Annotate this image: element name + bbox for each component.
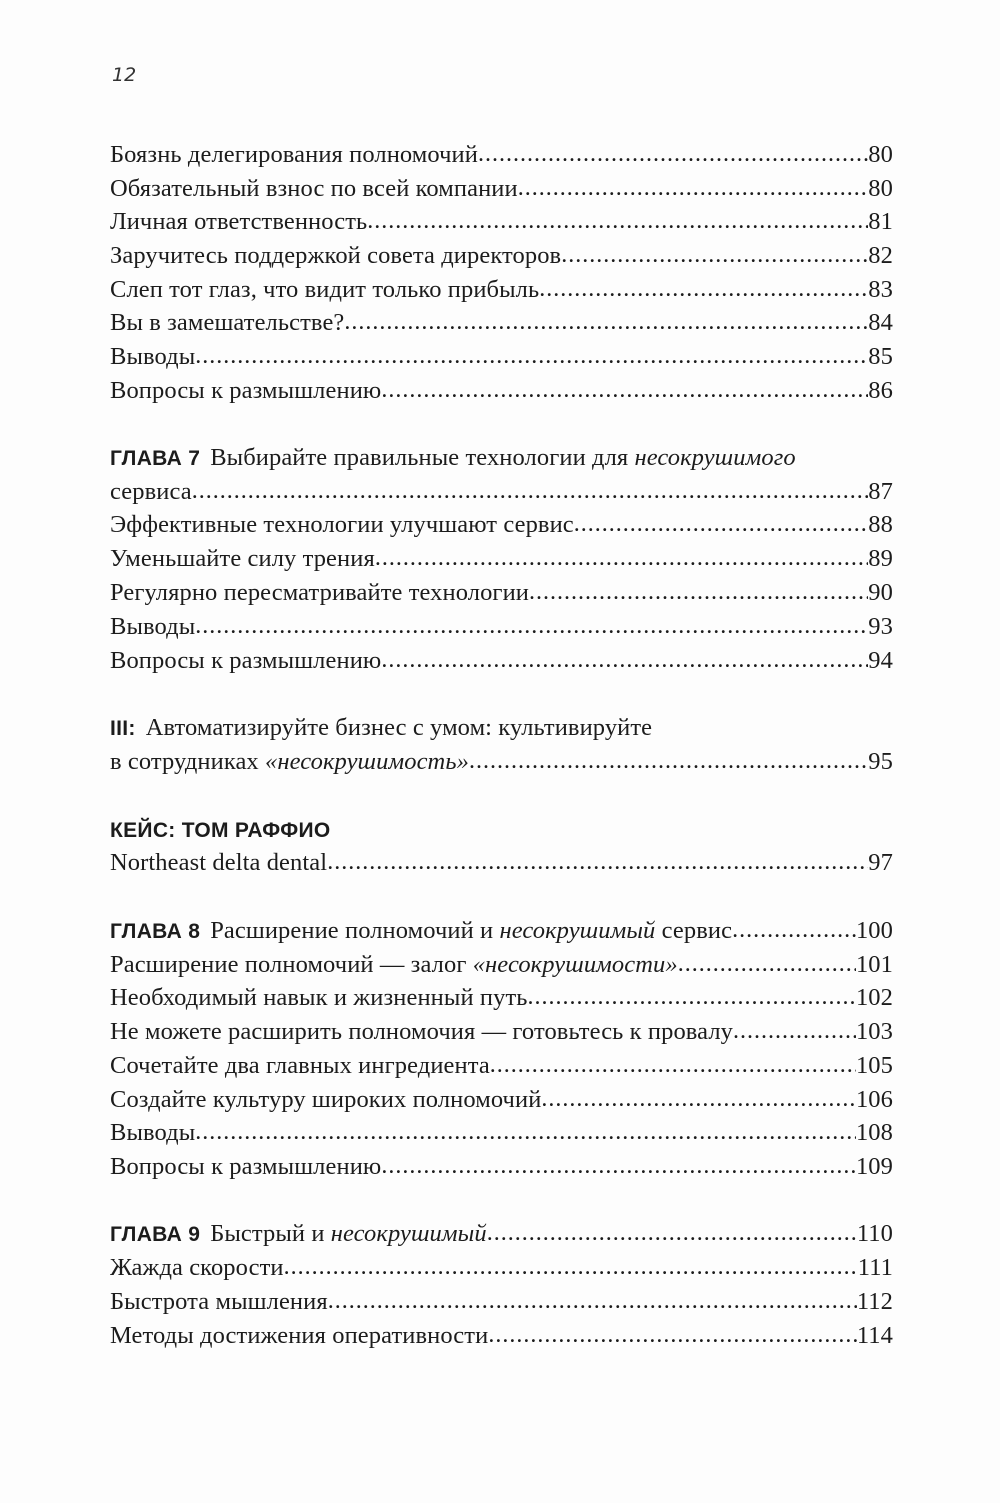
leader-dots <box>518 172 869 206</box>
chapter-label: ГЛАВА 8 <box>110 920 201 943</box>
entry-text: Обязательный взнос по всей компании <box>110 175 518 202</box>
leader-dots <box>541 1083 856 1117</box>
leader-dots <box>195 340 868 374</box>
toc-entry <box>110 1150 893 1184</box>
toc-entry-title <box>110 1153 381 1181</box>
toc-entry <box>110 1217 893 1251</box>
toc-entry <box>110 576 893 610</box>
toc-page-number: 102 <box>855 984 893 1011</box>
toc-entry-title <box>110 816 330 844</box>
toc-entry-title <box>110 917 732 945</box>
toc-entry <box>110 1285 893 1319</box>
entry-text: Сочетайте два главных ингредиента <box>110 1052 490 1079</box>
italic-text: «несокрушимости» <box>472 951 678 978</box>
toc-page-number: 87 <box>868 478 893 505</box>
leader-dots <box>561 239 868 273</box>
toc-entry-title <box>110 984 528 1012</box>
leader-dots <box>284 1251 858 1285</box>
entry-text: Выводы <box>110 613 196 640</box>
toc-entry-title <box>110 444 796 472</box>
entry-text: Не можете расширить полномочия — готовьтесь к провалу <box>110 1018 734 1045</box>
toc-entry-title <box>110 175 518 203</box>
italic-text: «несокрушимость» <box>265 748 469 775</box>
leader-dots <box>490 1049 856 1083</box>
toc-page-number: 85 <box>868 343 893 370</box>
entry-text: Выводы <box>110 343 196 370</box>
toc-entry <box>110 1015 893 1049</box>
toc-page-number: 97 <box>868 849 893 876</box>
toc-page-number: 93 <box>868 613 893 640</box>
toc-page-number: 89 <box>868 545 893 572</box>
toc-page-number: 95 <box>868 748 893 775</box>
toc-page-number: 80 <box>868 175 893 202</box>
entry-text: Вопросы к размышлению <box>110 1153 382 1180</box>
leader-dots <box>678 948 856 982</box>
toc-page-number: 109 <box>855 1153 893 1180</box>
toc-page-number: 114 <box>856 1322 893 1349</box>
leader-dots <box>574 508 869 542</box>
entry-text: Вы в замешательстве? <box>110 309 345 336</box>
leader-dots <box>195 1116 856 1150</box>
toc-page-number: 110 <box>856 1220 893 1247</box>
leader-dots <box>327 846 868 880</box>
leader-dots <box>195 610 868 644</box>
toc-entry <box>110 239 893 273</box>
entry-text: сервис <box>655 917 733 944</box>
toc-entry <box>110 172 893 206</box>
toc-entry-title <box>110 849 327 877</box>
toc-entry <box>110 475 893 509</box>
entry-text: Слеп тот глаз, что видит только прибыль <box>110 276 540 303</box>
toc-page-number: 100 <box>855 917 893 944</box>
toc-page-number: 111 <box>857 1254 893 1281</box>
toc-entry <box>110 374 893 408</box>
toc-entry-title <box>110 343 195 371</box>
page-number: 12 <box>112 64 137 86</box>
toc-page-number: 82 <box>868 242 893 269</box>
toc-entry <box>110 1049 893 1083</box>
toc-page-number: 105 <box>855 1052 893 1079</box>
entry-text: Расширение полномочий — залог <box>110 951 473 978</box>
leader-dots <box>733 1015 856 1049</box>
entry-text: в сотрудниках <box>110 748 266 775</box>
toc-entry <box>110 205 893 239</box>
toc-heading <box>110 711 893 745</box>
toc-entry-title <box>110 478 192 506</box>
chapter-label: ГЛАВА 9 <box>110 1223 201 1246</box>
toc-entry-title <box>110 309 344 337</box>
toc-entry-title <box>110 545 375 573</box>
entry-text: Уменьшайте силу трения <box>110 545 375 572</box>
toc-entry <box>110 948 893 982</box>
toc-page-number: 88 <box>868 511 893 538</box>
toc-entry <box>110 846 893 880</box>
toc-entry-title <box>110 613 195 641</box>
toc-entry-title <box>110 1322 488 1350</box>
entry-text: Эффективные технологии улучшают сервис <box>110 511 574 538</box>
leader-dots <box>529 576 868 610</box>
toc-entry-title <box>110 647 381 675</box>
toc-entry-title <box>110 377 381 405</box>
toc-entry-title <box>110 951 678 979</box>
toc-page-number: 84 <box>868 309 893 336</box>
toc-entry <box>110 1319 893 1353</box>
leader-dots <box>344 306 868 340</box>
italic-text: несокрушимый <box>499 917 656 944</box>
toc-entry <box>110 914 893 948</box>
entry-text: сервиса <box>110 478 192 505</box>
toc-entry-title <box>110 1254 284 1282</box>
entry-text: Заручитесь поддержкой совета директоров <box>110 242 562 269</box>
entry-text: Выводы <box>110 1119 196 1146</box>
toc-entry-title <box>110 276 539 304</box>
toc-page-number: 101 <box>855 951 893 978</box>
toc-page-number: 80 <box>868 141 893 168</box>
toc-entry <box>110 1116 893 1150</box>
leader-dots <box>528 981 856 1015</box>
toc-heading <box>110 813 893 847</box>
entry-text: Боязнь делегирования полномочий <box>110 141 478 168</box>
entry-text: Northeast delta dental <box>110 849 328 876</box>
leader-dots <box>469 745 868 779</box>
toc-entry <box>110 610 893 644</box>
toc-page-number: 106 <box>855 1086 893 1113</box>
toc-entry-title <box>110 1220 487 1248</box>
entry-text: Личная ответственность <box>110 208 368 235</box>
leader-dots <box>732 914 856 948</box>
toc-entry-title <box>110 242 561 270</box>
toc-entry-title <box>110 714 652 742</box>
toc-entry-title <box>110 1052 490 1080</box>
entry-text: Вопросы к размышлению <box>110 377 382 404</box>
leader-dots <box>328 1285 857 1319</box>
toc-heading <box>110 441 893 475</box>
toc-entry <box>110 306 893 340</box>
toc-entry <box>110 542 893 576</box>
chapter-label: III: <box>110 717 136 740</box>
toc-entry <box>110 273 893 307</box>
entry-text: Регулярно пересматривайте технологии <box>110 579 529 606</box>
italic-text: несокрушимый <box>330 1220 487 1247</box>
toc-entry <box>110 138 893 172</box>
toc-entry-title <box>110 579 529 607</box>
entry-text: Создайте культуру широких полномочий <box>110 1086 542 1113</box>
leader-dots <box>375 542 868 576</box>
leader-dots <box>381 644 868 678</box>
toc-page-number: 86 <box>868 377 893 404</box>
toc-entry <box>110 981 893 1015</box>
entry-text: Автоматизируйте бизнес с умом: культивируйте <box>145 714 653 741</box>
toc-entry-title <box>110 208 367 236</box>
chapter-label: ГЛАВА 7 <box>110 447 201 470</box>
toc-entry <box>110 644 893 678</box>
toc-entry-title <box>110 1086 541 1114</box>
toc-entry <box>110 1251 893 1285</box>
leader-dots <box>478 138 868 172</box>
leader-dots <box>487 1217 857 1251</box>
entry-text: Быстрота мышления <box>110 1288 328 1315</box>
leader-dots <box>488 1319 857 1353</box>
toc-page-number: 81 <box>868 208 893 235</box>
toc-page-number: 83 <box>868 276 893 303</box>
entry-text: Необходимый навык и жизненный путь <box>110 984 528 1011</box>
leader-dots <box>381 374 868 408</box>
toc-entry-title <box>110 141 478 169</box>
toc-entry-title <box>110 748 469 776</box>
toc-entry <box>110 1083 893 1117</box>
leader-dots <box>381 1150 856 1184</box>
entry-text: Выбирайте правильные технологии для <box>210 444 635 471</box>
toc-entry <box>110 340 893 374</box>
toc-entry <box>110 745 893 779</box>
italic-text: несокрушимого <box>634 444 796 471</box>
toc-page-number: 112 <box>856 1288 893 1315</box>
entry-text: Вопросы к размышлению <box>110 647 382 674</box>
toc-page-number: 108 <box>855 1119 893 1146</box>
toc-entry-title <box>110 1119 195 1147</box>
entry-text: Методы достижения оперативности <box>110 1322 489 1349</box>
entry-text: Жажда скорости <box>110 1254 284 1281</box>
leader-dots <box>192 475 869 509</box>
toc-entry-title <box>110 511 574 539</box>
entry-text: Быстрый и <box>210 1220 331 1247</box>
chapter-label: КЕЙС: ТОМ РАФФИО <box>110 819 331 842</box>
leader-dots <box>539 273 868 307</box>
toc-entry-title <box>110 1018 733 1046</box>
entry-text: Расширение полномочий и <box>210 917 500 944</box>
leader-dots <box>367 205 868 239</box>
toc-entry-title <box>110 1288 328 1316</box>
toc-entry <box>110 508 893 542</box>
toc-page-number: 94 <box>868 647 893 674</box>
toc-page-number: 103 <box>855 1018 893 1045</box>
toc-page-number: 90 <box>868 579 893 606</box>
